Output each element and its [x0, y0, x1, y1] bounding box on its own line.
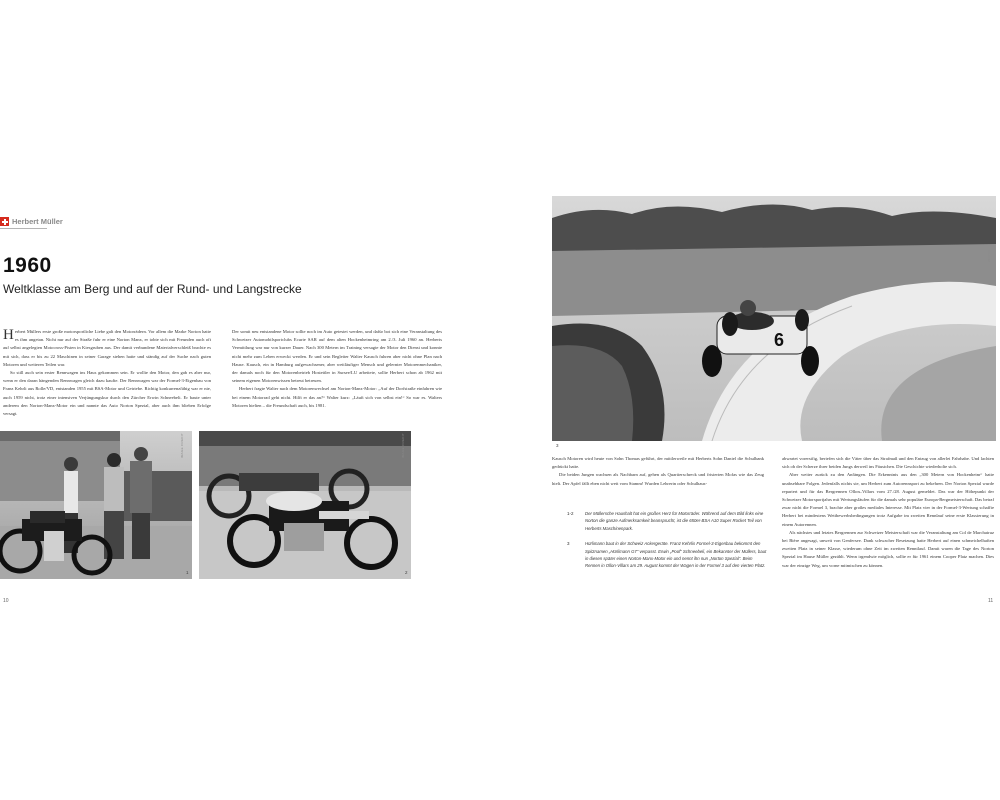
text-column-2: [232, 328, 442, 410]
chapter-year: 1960: [3, 254, 52, 277]
caption-3: [567, 540, 767, 570]
paragraph: Die beiden Jungen wachsen als Nachbarn auf, gehen als Quartierschreck und frisierten Mofas wie das Zeug hielt. Der Apfel fällt eben nicht weit vom Stamm! Wurden Lehrerin oder Schulhaus-: [552, 472, 764, 486]
svg-text:6: 6: [774, 330, 785, 350]
swiss-cross-icon: [0, 217, 9, 226]
figure-number: 3: [556, 443, 559, 448]
header-name: Herbert Müller: [12, 217, 63, 226]
paragraph: Herbert fragte Walter nach dem Motorenwechsel am Norton-Manx-Motor: „Auf der Dorfstraße einfahren wie bei einem Motorrad geht nicht. Hilft er das an?“ Walter kurz: „Läuft sich von selbst ein!“ So war es. Walters Motoren hielten – die Freundschaft auch, bis 1981.: [232, 386, 442, 408]
chapter-header: [0, 216, 63, 227]
caption-number: 3: [567, 541, 570, 547]
photo-motorcycle-group: [0, 431, 192, 579]
caption-1-2: [567, 510, 767, 532]
chapter-subtitle: Weltklasse am Berg und auf der Rund- und Langstrecke: [3, 282, 302, 296]
paragraph: erbert Müllers erste große motorsportliche Liebe galt den Motorrädern. Vor allem die Marke Norton hatte es ihm angetan. Nicht nur auf der Straße fuhr er eine Norton Manx, er tobte sich mit Freunden auch oft auf selbst angelegten Motocross-Pisten in Kiesgruben aus. Der damit verbundene Materialverschleiß brachte es mit sich, dass er bis zu 22 Maschinen in seiner Garage stehen hatte und ständig auf der Suche nach guten Motoren und weiteren Teilen war.: [3, 329, 211, 367]
paragraph: So still auch sein erster Rennwagen ins Haus gekommen sein. Er wollte den Motor, den gab es aber nur, wenn er den daran hängenden Rennwagen gleich dazu kaufte. Der Rennwagen war der Formel-3-Eigenbau von Franz Kehrli aus Rolle/VD, entstanden 1955 mit BSA-Motor und Getriebe. Richtig konkurrenzfähig war er nie, auch 1959 nicht, trotz einer intensiven Verjüngungskur durch den Zürcher Erwin Schneebeli. Er baute unter anderem den Norton-Manx-Motor ein und nannte das Auto Norton Spezial, aber auch ihm blieben Erfolge versagt.: [3, 370, 211, 417]
paragraph: Als nächstes und letztes Bergrennen zur Schweizer Meisterschaft war die Veranstaltung am Col de Marchairuz bei Bière angesagt, unweit von Genfersee. Dank schwacher Besetzung hatte Herbert auf einen schmeichelhaften zweiten Platz in seiner Klasse, wiederum ohne Zeit im zweiten Renntlauf. Damit waren die Tage des Norton Spezial im Hause Müller gezählt. Wenn irgendwie möglich, sollte er für 1961 einem Cooper Platz machen. Dies war der einzige Weg, um vorne mitmischen zu können.: [782, 529, 994, 568]
figure-number: 2: [405, 570, 408, 575]
photo-credit: IMAGE CREDIT: [180, 433, 184, 459]
page-number-left: 10: [3, 598, 9, 604]
dropcap: H: [3, 327, 14, 343]
photo-credit: IMAGE CREDIT: [401, 433, 405, 459]
caption-text: Hürlimann baut in der Schweiz Ackergeräte. Franz Kehrlis Formel-3-Eigenbau bekommt den Spitznamen „Hürlimann G7“ verpasst. Erwin „Poof“ Schneebeli, ein Bekannter der Müllers, baut in diesen später einen Norton-Manx-Motor ein und nennt ihn nun „Norton Spezial“. Beim Rennen in Ollon-Villars am 29. August kommt der Wagen in der Formel 3 auf den vierten Platz.: [585, 541, 767, 569]
paragraph: Aber weiter zurück zu den Anfängen. Die Erkenntnis aus den „300 Metern von Hockenheim“ hatte unabsehbare Folgen. Jedenfalls nichts sie, um Herbert zum Autorennsport zu bekehren. Der Norton Spezial wurde repariert und für das Bergrennen Ollon–Villars vom 27./28. August gemeldet. Das war der Höhepunkt der Schweizer Motorsportjahrs mit Wertungsläufen für die damals sehr populäre Europa-Bergmeisterschaft. Das betraf zwar nicht die Formel 3, brachte aber großes mediales Interesse. Mit Platz vier in der Formel-3-Wertung schaffte Herbert bei mindestens Wettbewerbsbedingungen trotz Aufgabe im zweiten Rennlauf seine erste Klassierung in einem Autorennen.: [782, 472, 994, 527]
page-number-right: 11: [988, 598, 994, 604]
text-column-3: [552, 455, 764, 488]
photo-credit: PHOTO: [987, 250, 991, 263]
caption-block: [567, 510, 767, 570]
photo-race-car-hillclimb: [552, 196, 996, 441]
figure-number: 1: [186, 570, 189, 575]
paragraph: abwartet vorerstfig, beriefen sich die Väter über das Strafmaß und den Entzug von allerlei Fahrhabe. Und lachten sich ob der Scherze ihrer beiden Jungs derweil ins Fäustchen. Die Geschichte wiederholte sich.: [782, 456, 994, 470]
photo-bsa-motorcycles: [199, 431, 411, 579]
caption-text: Der Müllersche Haushalt hat ein großes Herz für Motorräder. Während auf dem Bild links eine Norton die ganze Aufmerksamkeit beansprucht, ist die 650er-BSA A10 Super Rocket Teil von Herberts Maschinenpark.: [585, 511, 764, 531]
text-column-4: [782, 455, 994, 570]
header-rule: [0, 228, 47, 229]
paragraph: Kausch Motoren wird heute von Sohn Thomas geführt, der mittlerweile mit Herberts Sohn Daniel die Schulbank gedrückt hatte.: [552, 456, 764, 470]
caption-number: 1-2: [567, 511, 574, 516]
text-column-1: [3, 328, 211, 418]
paragraph: Der somit neu entstandene Motor sollte noch im Auto getestet werden, und dafür bot sich eine Veranstaltung des Schweizer Automobilsportclubs Ecurie SAR auf dem alten Hockenheimring am 2./3. Juli 1960 an. Herberts Vermittlung war nur von kurzer Dauer. Nach 300 Metern im Training versagte der Motor den Dienst und konnte nicht mehr zum Leben erweckt werden. Er und sein Begleiter Walter Kausch fuhren aber nicht ohne Plan nach Hause. Kausch, ein in Hamburg aufgewachsener, aber weitläufiger Mensch und gelernter Motorenmechaniker, der damals noch für den Motorenbetrieb Hostettler in Sursee/LU arbeitete, sollte Herbert schon ab 1962 mit seinem eigenen Motorenwissen betreut betreuen.: [232, 329, 442, 384]
